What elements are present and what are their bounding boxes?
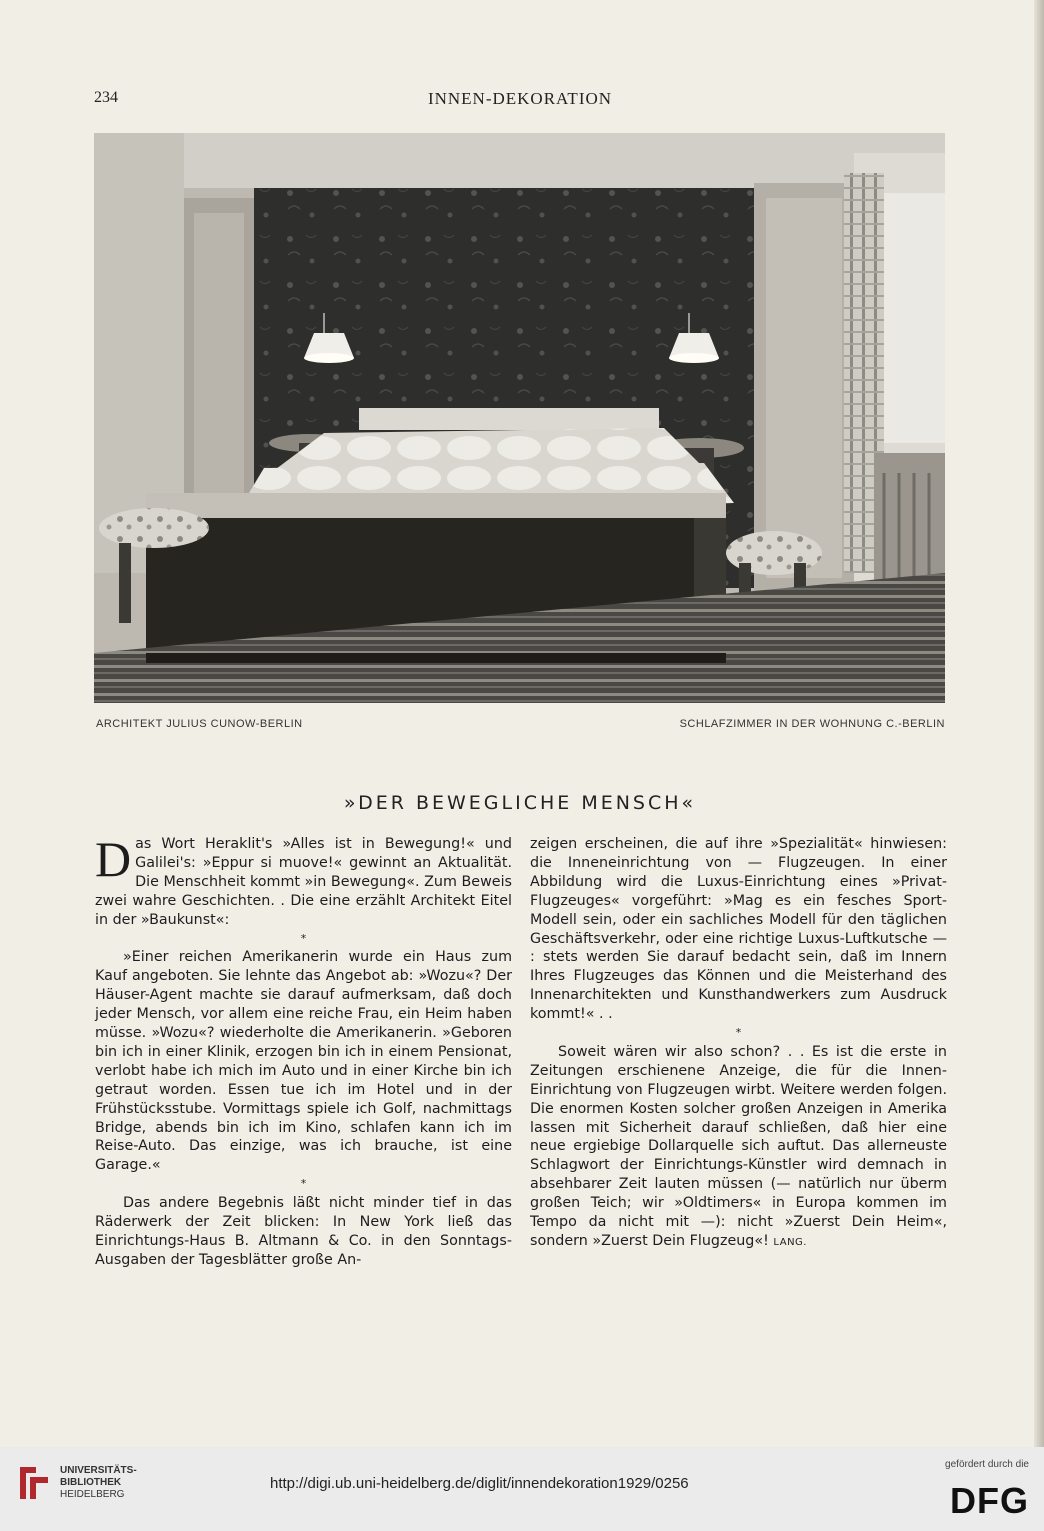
text-column-left [95, 831, 512, 1270]
caption-architect: ARCHITEKT JULIUS CUNOW-BERLIN [96, 718, 303, 730]
paragraph-4: zeigen erscheinen, die auf ihre »Spezialität« hinwiesen: die Inneneinrichtung von — Flugzeugen. In einer Abbildung wird die Luxus-Einrichtung eines »Privat-Flugzeuges« vorgeführt: »Mag es ein fesches Sport-Modell sein, oder ein sachliches Modell für den täglichen Geschäftsverkehr, oder eine richtige Luxus-Luftkutsche — : stets werden Sie darauf bedacht sein, daß im Innern Ihres Flugzeuges das Können und die Meisterhand des Innenarchitekten und Kunsthandwerkers zum Ausdruck kommt!« . . [530, 836, 947, 1023]
library-logo-icon [16, 1463, 52, 1503]
paragraph-5 [530, 1043, 947, 1253]
paragraph-5-text: Soweit wären wir also schon? . . Es ist die erste in Zeitungen erschienene Anzeige, die für die Innen-Einrichtung von Flugzeugen wirbt. Weitere werden folgen. Die enormen Kosten solcher großen Anzeigen in Amerika lassen mit Sicherheit darauf schließen, daß hier eine neue ergiebige Dollarquelle sich auftut. Das allerneuste Schlagwort der Einrichtungs-Künstler wird demnach in absehbarer Zeit lauten müssen (— natürlich nur überm großen Teich; wir »Oldtimers« in Europa kommen im Tempo da nicht mit —): nicht »Zuerst Dein Heim«, sondern »Zuerst Dein Flugzeug«! [530, 1043, 947, 1250]
permalink-url[interactable]: http://digi.ub.uni-heidelberg.de/diglit/innendekoration1929/0256 [270, 1475, 689, 1492]
paragraph-2: »Einer reichen Amerikanerin wurde ein Haus zum Kauf angeboten. Sie lehnte das Angebot ab: »Wozu«? Der Häuser-Agent machte sie darauf aufmerksam, daß doch jeder Mensch, vor allem eine reiche Frau, ein Heim haben müsse. »Wozu«? wiederholte die Amerikanerin. »Geboren bin ich in einer Klinik, erzogen bin ich in einem Pensionat, verlobt habe ich mich im Auto und in einer Kirche bin ich getraut worden. Essen tue ich im Hotel und in der Frühstücksstube. Vormittags spiele ich Golf, nachmittags Bridge, abends bin ich im Kino, schlafen kann ich im Reise-Auto. Das einzige, was ich brauche, ist eine Garage.« [95, 949, 512, 1174]
digitization-footer [0, 1447, 1044, 1531]
dfg-logo: DFG [950, 1480, 1029, 1521]
bedroom-photograph [94, 133, 945, 703]
section-star: * [300, 1177, 307, 1191]
running-head [94, 89, 946, 111]
paragraph-3: Das andere Begebnis läßt nicht minder tief in das Räderwerk der Zeit blicken: In New York ließ das Einrichtungs-Haus B. Altmann & Co. in den Sonntags-Ausgaben der Tagesblätter große An- [95, 1195, 512, 1268]
page-number: 234 [94, 89, 118, 106]
journal-title: INNEN-DEKORATION [427, 89, 613, 108]
author-signature: LANG. [773, 1237, 807, 1249]
section-star: * [735, 1026, 742, 1040]
library-line-3: HEIDELBERG [60, 1489, 125, 1500]
bedroom-illustration [94, 133, 945, 703]
text-column-right [530, 835, 947, 1253]
caption-room: SCHLAFZIMMER IN DER WOHNUNG C.-BERLIN [679, 718, 945, 730]
library-line-2: BIBLIOTHEK [60, 1477, 122, 1488]
article-title: »DER BEWEGLICHE MENSCH« [343, 792, 697, 814]
drop-cap: D [95, 831, 132, 887]
page-edge-shadow [1034, 0, 1044, 1447]
funded-by-label: gefördert durch die [945, 1459, 1029, 1470]
paragraph-1-text: as Wort Heraklit's »Alles ist in Bewegung!« und Galilei's: »Eppur si muove!« gewinnt an Aktualität. Die Menschheit kommt »in Bewegung«. Zum Beweis zwei wahre Geschichten. . Die eine erzählt Architekt Eitel in der »Baukunst«: [95, 836, 512, 928]
paragraph-1 [95, 831, 512, 930]
section-star: * [300, 931, 307, 945]
library-line-1: UNIVERSITÄTS- [60, 1465, 137, 1476]
library-name [60, 1465, 137, 1501]
